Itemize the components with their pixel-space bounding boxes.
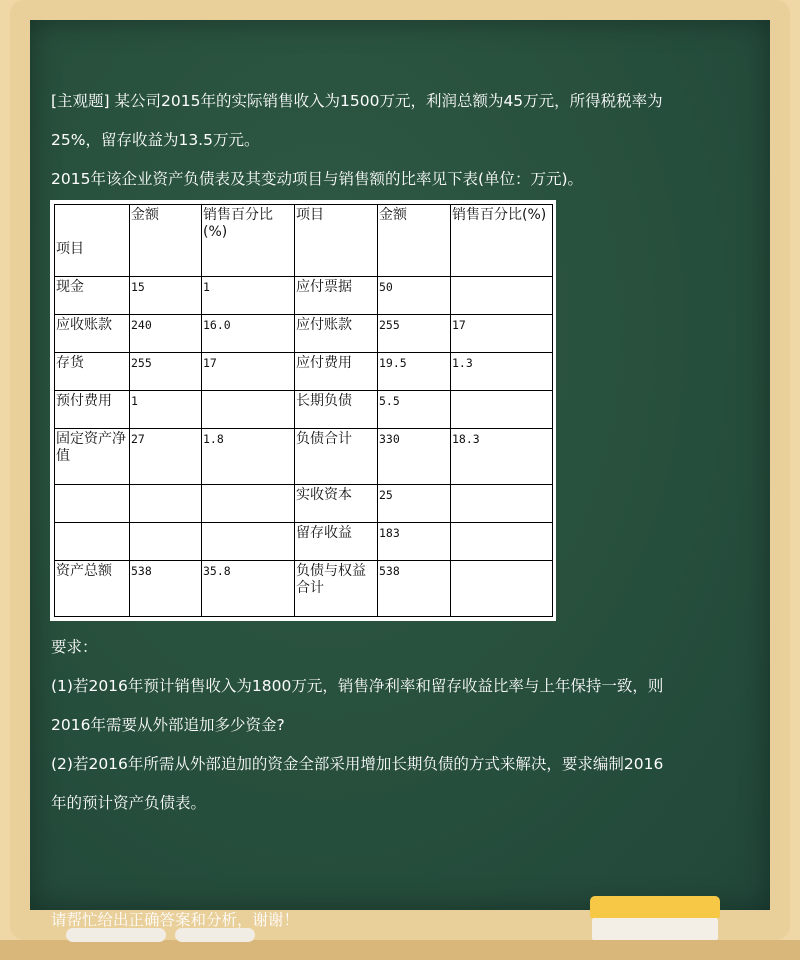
table-cell: 应付票据 [295,277,378,315]
table-cell: 应付费用 [295,353,378,391]
table-cell: 固定资产净值 [55,429,130,485]
table-cell: 应收账款 [55,315,130,353]
table-cell: 1 [130,391,202,429]
table-cell: 255 [130,353,202,391]
table-cell: 17 [202,353,295,391]
table-cell: 资产总额 [55,561,130,617]
header-cell: 销售百分比(%) [451,205,553,277]
table-row [55,353,553,391]
question-tag: [主观题] [51,92,110,110]
table-cell: 538 [130,561,202,617]
table-row [55,561,553,617]
table-cell [55,485,130,523]
question-text: 某公司2015年的实际销售收入为1500万元，利润总额为45万元，所得税税率为 [114,92,663,110]
table-cell: 19.5 [378,353,451,391]
table-cell: 18.3 [451,429,553,485]
requirement-2-line-1: (2)若2016年所需从外部追加的资金全部采用增加长期负债的方式来解决，要求编制2016 [51,755,664,773]
table-cell: 183 [378,523,451,561]
question-line-2: 25%，留存收益为13.5万元。 [51,131,260,149]
header-cell: 金额 [130,205,202,277]
table-cell [202,523,295,561]
table-cell [55,523,130,561]
requirement-1-line-2: 2016年需要从外部追加多少资金? [51,716,285,734]
table-cell: 实收资本 [295,485,378,523]
requirement-2-line-2: 年的预计资产负债表。 [51,794,207,812]
header-cell: 金额 [378,205,451,277]
table-row [55,429,553,485]
chalk-tray [0,940,800,960]
table-row [55,391,553,429]
table-cell: 5.5 [378,391,451,429]
table-cell: 留存收益 [295,523,378,561]
table-cell [130,485,202,523]
table-cell [130,523,202,561]
table-cell: 16.0 [202,315,295,353]
table-cell: 预付费用 [55,391,130,429]
balance-sheet-table [50,200,556,621]
question-line-3: 2015年该企业资产负债表及其变动项目与销售额的比率见下表(单位：万元)。 [51,170,584,188]
table-row [55,523,553,561]
table-cell: 负债合计 [295,429,378,485]
header-cell: 项目 [55,205,130,277]
table-cell [202,391,295,429]
table-header-row [55,205,553,277]
table-cell: 应付账款 [295,315,378,353]
closing-request: 请帮忙给出正确答案和分析，谢谢！ [51,911,300,929]
question-content [51,82,759,940]
table-cell: 负债与权益合计 [295,561,378,617]
table-cell [451,391,553,429]
table-cell: 27 [130,429,202,485]
table-row [55,277,553,315]
table-cell: 538 [378,561,451,617]
question-line-1 [51,82,759,121]
table-cell [451,485,553,523]
table-row [55,485,553,523]
table-cell: 35.8 [202,561,295,617]
table-row [55,315,553,353]
spacer [51,823,759,901]
table-cell [202,485,295,523]
requirements-title: 要求： [51,638,98,656]
table-cell: 50 [378,277,451,315]
table-cell: 255 [378,315,451,353]
header-cell: 项目 [295,205,378,277]
table-cell: 现金 [55,277,130,315]
table-cell: 1.3 [451,353,553,391]
table-cell: 存货 [55,353,130,391]
table-cell: 25 [378,485,451,523]
table-cell [451,523,553,561]
header-cell: 销售百分比(%) [202,205,295,277]
requirement-1-line-1: (1)若2016年预计销售收入为1800万元，销售净利率和留存收益比率与上年保持一致，则 [51,677,664,695]
table-cell: 1 [202,277,295,315]
table-cell [451,561,553,617]
table-cell: 17 [451,315,553,353]
table-cell: 330 [378,429,451,485]
table-cell: 长期负债 [295,391,378,429]
table-body [55,205,553,617]
table-cell: 15 [130,277,202,315]
table-cell [451,277,553,315]
table-cell: 1.8 [202,429,295,485]
table-cell: 240 [130,315,202,353]
